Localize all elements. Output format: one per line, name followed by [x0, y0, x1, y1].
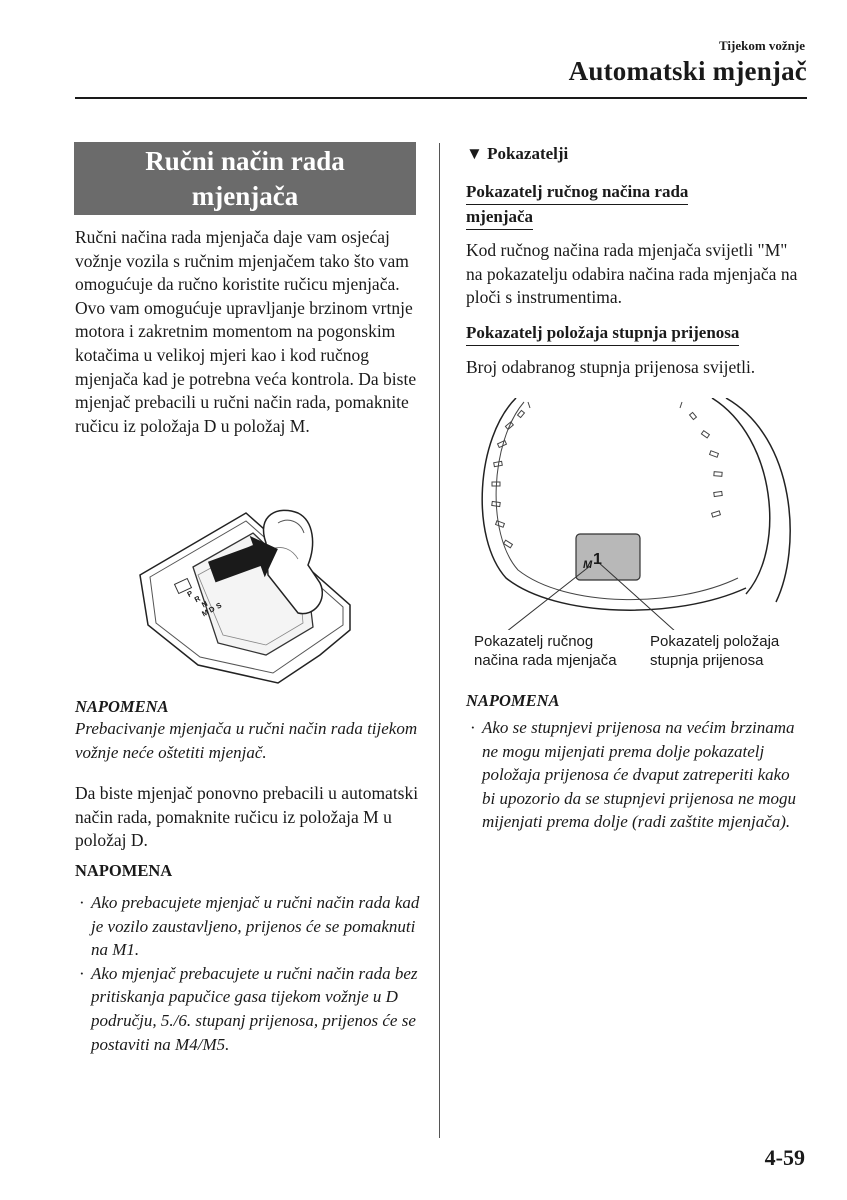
- heading-line-1: Ručni način rada: [145, 146, 345, 176]
- note-1-title: NAPOMENA: [75, 697, 169, 716]
- indicators-heading: ▼ Pokazatelji: [466, 144, 569, 163]
- note-3: [466, 691, 806, 834]
- column-divider: [439, 143, 440, 1138]
- manual-mode-m-indicator: M: [583, 559, 593, 571]
- chapter-label: Tijekom vožnje: [718, 38, 805, 53]
- instrument-cluster-illustration: [476, 398, 802, 630]
- gear-label-m: M: [200, 607, 211, 619]
- gear-position-indicator-text: Broj odabranog stupnja prijenosa svijetli.: [466, 357, 756, 377]
- note-2-list: [75, 891, 420, 1056]
- section-title: Automatski mjenjač: [568, 56, 807, 86]
- section-heading-box: [74, 142, 416, 215]
- caption-1-line-1: Pokazatelj ručnog: [474, 633, 594, 650]
- gear-number-indicator: 1: [593, 551, 602, 568]
- header-rule: [75, 97, 807, 99]
- note-1-text: Prebacivanje mjenjača u ručni način rada tijekom vožnje neće oštetiti mjenjač.: [75, 719, 418, 762]
- caption-1-line-2: načina rada mjenjača: [474, 652, 617, 669]
- caption-2-line-2: stupnja prijenosa: [650, 652, 764, 669]
- manual-mode-indicator-text: Kod ručnog načina rada mjenjača svijetli "M" na pokazatelju odabira načina rada mjenjača na ploči s instrumentima.: [466, 240, 798, 308]
- note-2-item-1: · Ako prebacujete mjenjač u ručni način rada kad je vozilo zaustavljeno, prijenos će se pomaknuti na M1.: [75, 891, 420, 962]
- caption-gear-position-indicator: [650, 632, 779, 670]
- gear-label-d: D: [207, 604, 217, 615]
- gear-position-indicator-heading: [466, 321, 806, 346]
- intro-paragraph: Ručni načina rada mjenjača daje vam osjećaj vožnje vozila s ručnim mjenjačem tako što vam omogućuje da ručno koristite ručicu mjenjača. Ovo vam omogućuje upravljanje brzinom vrtnje motora i zakretnim momentom na pogonskim kotačima u velikoj mjeri kao i kod ručnog mjenjača kad je potrebna veća kontrola. Da biste mjenjač prebacili u ručni način rada, pomaknite ručicu iz položaja D u položaj M.: [75, 227, 417, 436]
- note-3-list: [466, 716, 806, 834]
- gear-label-r: R: [192, 593, 202, 605]
- gear-label-p: P: [185, 588, 195, 600]
- note-2-item-2: · Ako mjenjač prebacujete u ručni način rada bez pritiskanja papučice gasa tijekom vožnje u D području, 5./6. stupanj prijenosa, prijenos će se postaviti na M4/M5.: [75, 962, 420, 1056]
- sub1-line-1: Pokazatelj ručnog načina rada: [466, 180, 688, 205]
- gear-label-n: N: [200, 598, 210, 610]
- note-2-title: NAPOMENA: [75, 861, 173, 880]
- sub1-line-2: mjenjača: [466, 205, 533, 230]
- note-3-item-1: · Ako se stupnjevi prijenosa na većim brzinama ne mogu mijenjati prema dolje pokazatelj položaja prijenosa će dvaput zatreperiti kako bi upozorio da se stupnjevi prijenosa ne mogu mijenjati prema dolje (radi zaštite mjenjača).: [466, 716, 806, 834]
- note-3-title: NAPOMENA: [466, 691, 560, 710]
- gear-shifter-illustration: [138, 505, 358, 685]
- note-2: [75, 861, 420, 1056]
- caption-manual-mode-indicator: [474, 632, 617, 670]
- heading-line-2: mjenjača: [191, 181, 299, 211]
- page-number: 4-59: [764, 1145, 805, 1170]
- return-paragraph: Da biste mjenjač ponovno prebacili u automatski način rada, pomaknite ručicu iz položaja M u položaj D.: [75, 783, 419, 851]
- manual-mode-indicator-heading: [466, 180, 806, 230]
- gear-label-s: S: [214, 600, 224, 611]
- sub2-heading: Pokazatelj položaja stupnja prijenosa: [466, 321, 739, 346]
- caption-2-line-1: Pokazatelj položaja: [650, 633, 780, 650]
- note-1: [75, 697, 420, 764]
